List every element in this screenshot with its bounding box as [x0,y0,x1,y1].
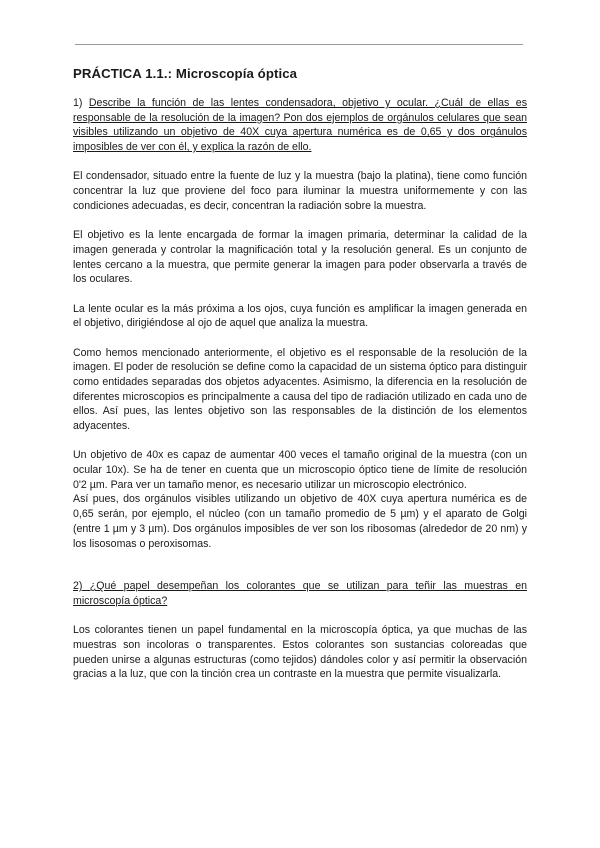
answer-2-colorantes: Los colorantes tienen un papel fundamental en la microscopía óptica, ya que muchas de las muestras son incoloras o transparentes. Estos colorantes son sustancias coloreadas que pueden unirse a algunas estructuras (como tejidos) dándoles color y así permitir la observación gracias a la luz, que con la tinción crea un contraste en la muestra que permite visualizarla. [73,624,527,681]
question-2-number: 2) [73,580,83,593]
question-1-text: Describe la función de las lentes condensadora, objetivo y ocular. ¿Cuál de ellas es responsable de la resolución de la imagen? Pon dos ejemplos de orgánulos celulares que sean visibles utilizando un objetivo de 40X cuya apertura numérica es de 0,65 y dos orgánulos imposibles de ver con él, y explica la razón de ello. [73,97,527,154]
answer-1-aumento: Un objetivo de 40x es capaz de aumentar 400 veces el tamaño original de la muestra (con un ocular 10x). Se ha de tener en cuenta que un microscopio óptico tiene de límite de resolución 0'2 µm. Para ver un tamaño menor, es necesario utilizar un microscopio electrónico. [73,449,527,491]
answer-1-organulos: Así pues, dos orgánulos visibles utilizando un objetivo de 40X cuya apertura numérica es de 0,65 serán, por ejemplo, el núcleo (con un tamaño promedio de 5 µm) y el aparato de Golgi (entre 1 µm y 3 µm). Dos orgánulos imposibles de ver son los ribosomas (alrededor de 20 nm) y los lisosomas o peroxisomas. [73,493,527,550]
answer-1-ocular: La lente ocular es la más próxima a los ojos, cuya función es amplificar la imagen generada en el objetivo, dirigiéndose al ojo de aquel que analiza la muestra. [73,302,527,330]
answer-1-objetivo: El objetivo es la lente encargada de formar la imagen primaria, determinar la calidad de la imagen generada y controlar la magnificación total y la resolución general. Es un conjunto de lentes cercano a la muestra, que permite generar la imagen para poder observarla a través de los oculares. [73,229,527,286]
answer-1-condensador: El condensador, situado entre la fuente de luz y la muestra (bajo la platina), tiene como función concentrar la luz que proviene del foco para iluminar la muestra uniformemente y con las condiciones adecuadas, es decir, concentran la radiación sobre la muestra. [73,170,527,212]
page-title: PRÁCTICA 1.1.: Microscopía óptica [73,66,298,81]
question-1-number: 1) [73,97,89,109]
answer-1-resolucion: Como hemos mencionado anteriormente, el objetivo es el responsable de la resolución de la imagen. El poder de resolución se define como la capacidad de un sistema óptico para distinguir como entidades separadas dos objetos adyacentes. Asimismo, la diferencia en la resolución de diferentes microscopios es principalmente a causa del tipo de radiación utilizado en cada uno de ellos. Así pues, las lentes objetivo son las responsables de la distinción de los elementos adyacentes. [73,346,527,433]
question-2 [73,579,527,608]
header-rule [75,44,523,45]
question-1 [73,96,527,155]
question-2-text: ¿Qué papel desempeñan los colorantes que se utilizan para teñir las muestras en microscopía óptica? [73,580,527,607]
document-body [73,66,527,697]
